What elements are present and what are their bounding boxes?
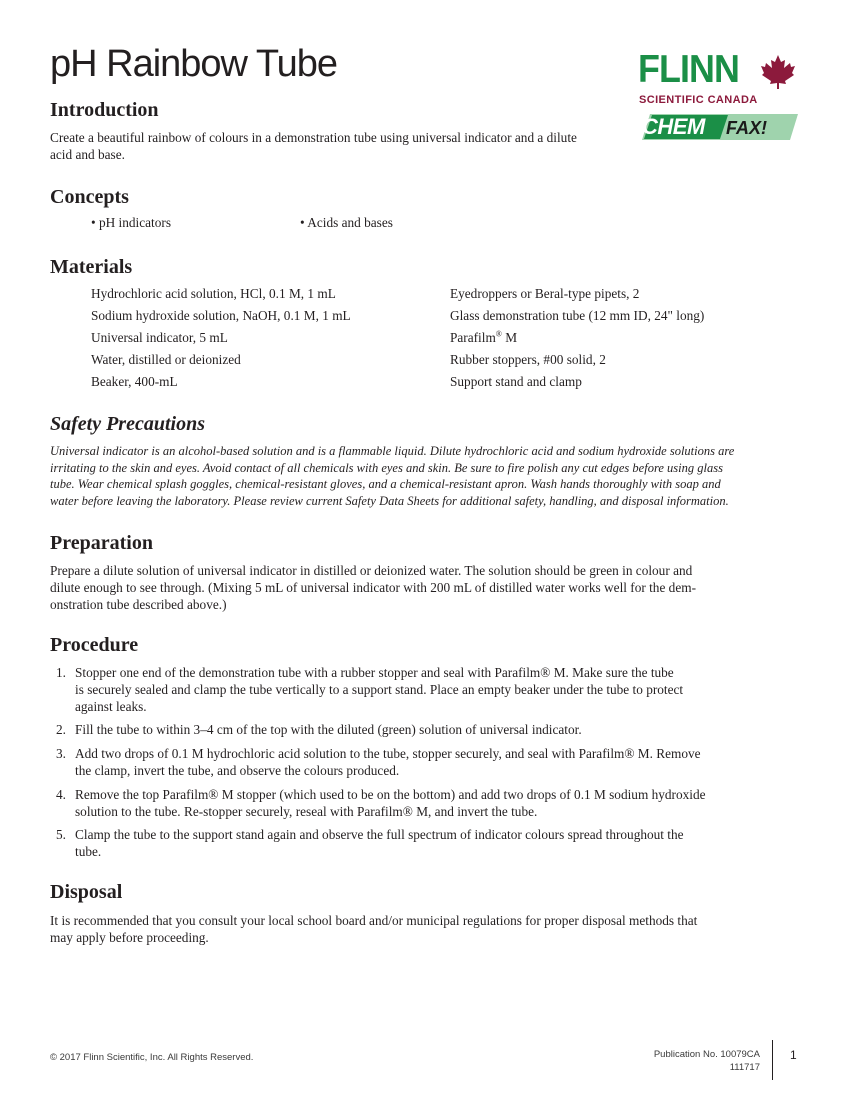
publication-info [654, 1048, 760, 1074]
step-number: 3. [56, 746, 66, 761]
materials-heading: Materials [50, 256, 133, 278]
step-text [75, 721, 775, 738]
step-text [75, 826, 775, 860]
safety-heading: Safety Precautions [50, 413, 205, 435]
step-text [75, 786, 775, 820]
material-item: Universal indicator, 5 mL [91, 330, 228, 345]
material-item: Hydrochloric acid solution, HCl, 0.1 M, 1 mL [91, 286, 336, 301]
preparation-heading: Preparation [50, 532, 153, 554]
step-number: 1. [56, 665, 66, 680]
safety-line: irritating to the skin and eyes. Avoid contact of all chemicals with eyes and skin. Be sure to fire polish any cut edges before using glass [50, 460, 723, 475]
material-item [450, 329, 517, 346]
intro-line: Create a beautiful rainbow of colours in a demonstration tube using universal indicator and a dilute [50, 130, 577, 145]
page-number: 1 [790, 1048, 797, 1062]
preparation-text [50, 562, 770, 613]
material-item: Beaker, 400-mL [91, 374, 178, 389]
preparation-line: dilute enough to see through. (Mixing 5 mL of universal indicator with 200 mL of distilled water works well for the dem- [50, 580, 696, 595]
procedure-heading: Procedure [50, 634, 139, 656]
step-line: is securely sealed and clamp the tube vertically to a support stand. Place an empty beaker under the tube to protect [75, 682, 684, 697]
introduction-heading: Introduction [50, 99, 159, 121]
step-line: Remove the top Parafilm® M stopper (which used to be on the bottom) and add two drops of 0.1 M sodium hydroxide [75, 787, 706, 802]
copyright: © 2017 Flinn Scientific, Inc. All Rights Reserved. [50, 1052, 254, 1063]
publication-number: Publication No. 10079CA [653, 1049, 760, 1060]
disposal-line: may apply before proceeding. [50, 930, 209, 945]
step-line: Clamp the tube to the support stand again and observe the full spectrum of indicator colours spread throughout the [75, 827, 684, 842]
step-number: 5. [56, 827, 66, 842]
material-item: Rubber stoppers, #00 solid, 2 [450, 352, 606, 367]
material-item: Eyedroppers or Beral-type pipets, 2 [450, 286, 640, 301]
introduction-text [50, 129, 770, 163]
step-line: Fill the tube to within 3–4 cm of the top with the diluted (green) solution of universal indicator. [75, 722, 582, 737]
disposal-text [50, 912, 770, 946]
material-suffix: M [501, 330, 518, 345]
registered-mark: ® [495, 329, 502, 339]
step-line: Stopper one end of the demonstration tube with a rubber stopper and seal with Parafilm® M. Make sure the tube [75, 665, 674, 680]
step-number: 2. [56, 722, 66, 737]
step-line: tube. [75, 844, 102, 859]
concept-item: • pH indicators [91, 215, 171, 230]
logo-fax: FAX! [726, 118, 768, 138]
disposal-heading: Disposal [50, 881, 123, 903]
step-text [75, 745, 775, 779]
step-line: against leaks. [75, 699, 147, 714]
material-item: Glass demonstration tube (12 mm ID, 24" long) [450, 308, 705, 323]
publication-code: 111717 [729, 1062, 760, 1073]
safety-text [50, 443, 775, 509]
safety-line: tube. Wear chemical splash goggles, chemical-resistant gloves, and a chemical-resistant apron. Wash hands thoroughly with soap and [50, 477, 721, 491]
page-title: pH Rainbow Tube [50, 43, 338, 85]
material-item: Water, distilled or deionized [91, 352, 241, 367]
safety-line: water before leaving the laboratory. Please review current Safety Data Sheets for additional safety, handling, and disposal information. [50, 493, 729, 508]
material-item: Sodium hydroxide solution, NaOH, 0.1 M, 1 mL [91, 308, 351, 323]
logo-brand: FLINN [638, 48, 740, 91]
logo-chem: CHEM [642, 114, 705, 139]
logo-subtitle: SCIENTIFIC CANADA [639, 94, 758, 106]
footer-divider [772, 1040, 773, 1080]
step-line: solution to the tube. Re-stopper securely, reseal with Parafilm® M, and invert the tube. [75, 804, 538, 819]
step-line: Add two drops of 0.1 M hydrochloric acid solution to the tube, stopper securely, and seal with Parafilm® M. Remove [75, 746, 701, 761]
safety-line: Universal indicator is an alcohol-based solution and is a flammable liquid. Dilute hydrochloric acid and sodium hydroxide solutions are [50, 444, 735, 458]
material-name: Parafilm [450, 330, 496, 345]
disposal-line: It is recommended that you consult your local school board and/or municipal regulations for proper disposal methods that [50, 913, 698, 928]
step-line: the clamp, invert the tube, and observe the colours produced. [75, 763, 400, 778]
step-number: 4. [56, 787, 66, 802]
intro-line: acid and base. [50, 147, 125, 162]
step-text [75, 664, 775, 715]
concept-item: • Acids and bases [300, 215, 393, 230]
preparation-line: Prepare a dilute solution of universal indicator in distilled or deionized water. The solution should be green in colour and [50, 563, 693, 578]
preparation-line: onstration tube described above.) [50, 597, 227, 612]
concepts-heading: Concepts [50, 186, 129, 208]
material-item: Support stand and clamp [450, 374, 582, 389]
maple-leaf-icon [760, 54, 796, 90]
